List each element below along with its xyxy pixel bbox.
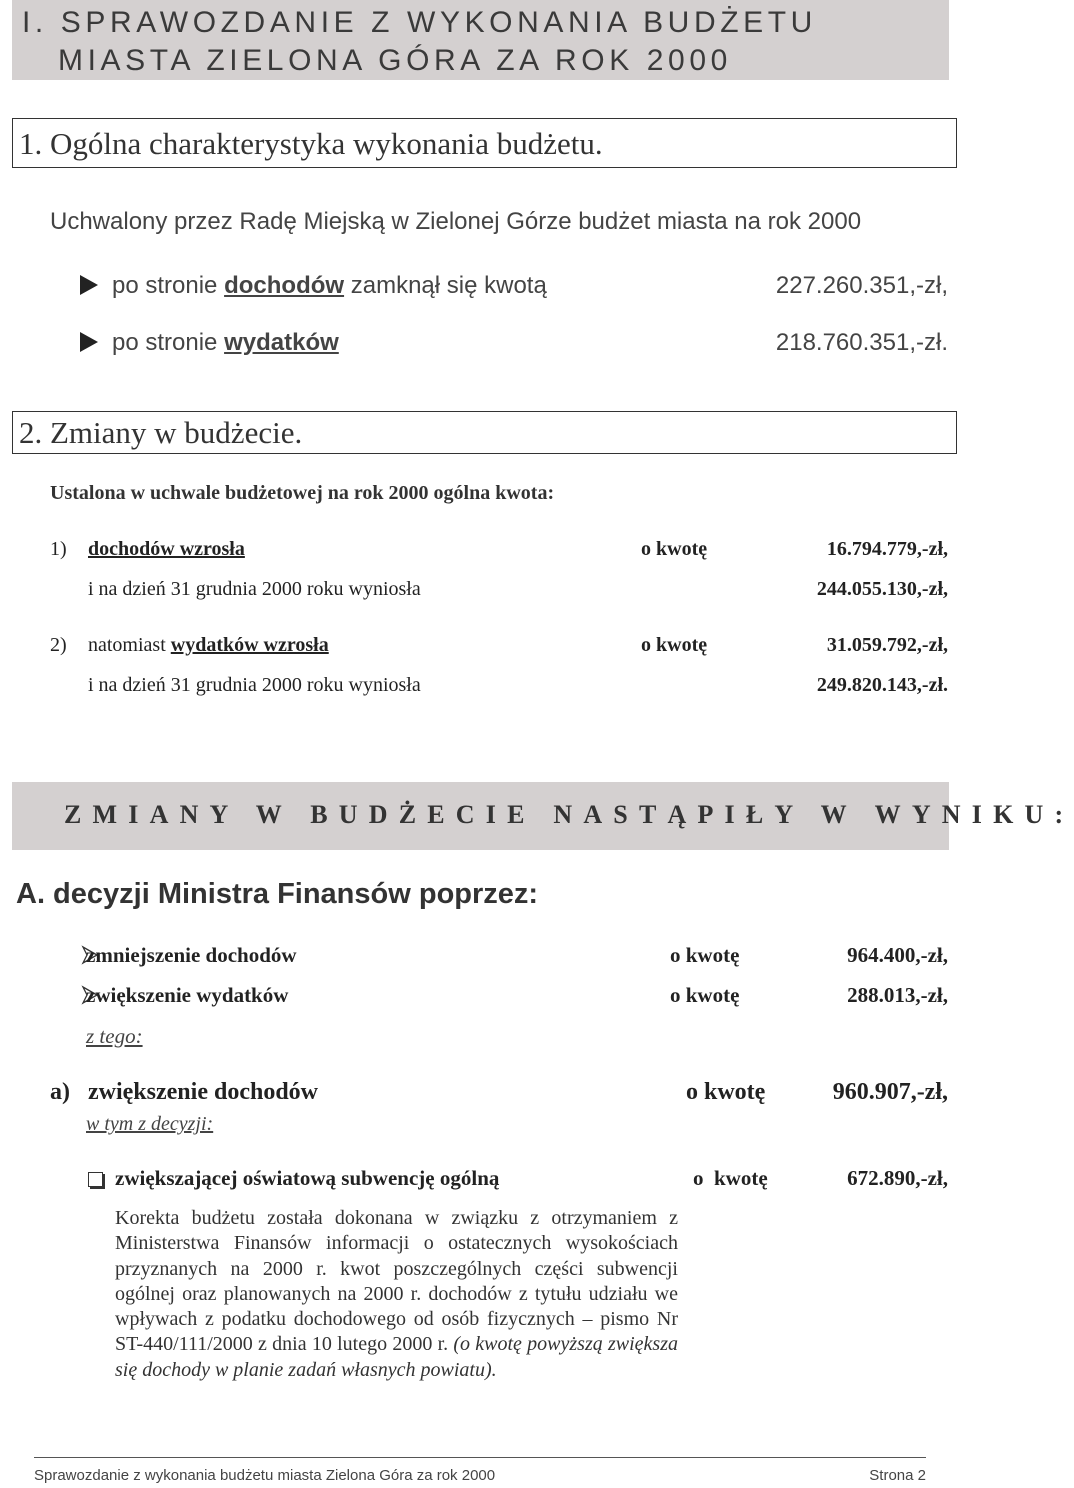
section-2-intro: Ustalona w uchwale budżetowej na rok 2000 ogólna kwota: (50, 482, 555, 504)
item-1-sub-label: i na dzień 31 grudnia 2000 roku wyniosła (88, 578, 421, 600)
footer-title: Sprawozdanie z wykonania budżetu miasta Zielona Góra za rok 2000 (34, 1467, 496, 1484)
check-item-amount: 672.890,-zł, (847, 1166, 948, 1190)
item-2-sub-amount: 249.820.143,-zł. (816, 674, 948, 696)
item-1-num: 1) (50, 538, 67, 560)
item-2-label: wydatków wzrosła (170, 634, 329, 656)
check-item-label: zwiększającej oświatową subwencję ogólną (115, 1166, 500, 1190)
correction-paragraph-main: Korekta budżetu została dokonana w związku z otrzymaniem z Ministerstwa Finansów informacji o ostatecznych wysokościach przyznanych na 2000 r. kwot poszczególnych części subwencji ogólnej oraz planowanych na 2000 r. dochodów z tytułu udziału we wpływach z podatku dochodowego od osób fizycznych – pismo Nr ST-440/111/2000 z dnia 10 lutego 2000 r. (115, 1207, 678, 1356)
footer-divider (34, 1457, 926, 1458)
changes-banner (12, 782, 1074, 850)
bullet-2-okwote: o kwotę (670, 983, 740, 1007)
item-2-line (88, 634, 329, 657)
title-line-1: I. SPRAWOZDANIE Z WYKONANIA BUDŻETU (22, 6, 817, 39)
section-1-heading: 1. Ogólna charakterystyka wykonania budżetu. (19, 126, 603, 161)
bullet-2-label: zwiększenie wydatków (86, 983, 289, 1007)
checkbox-item (88, 1172, 103, 1192)
checkbox-icon (88, 1172, 103, 1187)
arrow-right-icon (80, 332, 98, 352)
item-2-pre: natomiast (88, 634, 171, 656)
section-a-heading: A. decyzji Ministra Finansów poprzez: (16, 878, 539, 910)
revenue-prefix: po stronie (112, 272, 225, 299)
item-2-sub-label: i na dzień 31 grudnia 2000 roku wyniosła (88, 674, 421, 696)
correction-paragraph (115, 1206, 678, 1383)
expense-line (80, 329, 339, 357)
a-item-amount: 960.907,-zł, (832, 1079, 948, 1105)
bullet-2-amount: 288.013,-zł, (847, 983, 948, 1007)
title-banner (12, 0, 949, 80)
revenue-amount: 227.260.351,-zł, (775, 272, 948, 299)
item-2-num: 2) (50, 634, 67, 656)
item-1-label: dochodów wzrosła (88, 538, 245, 560)
expense-keyword: wydatków (224, 329, 339, 356)
item-1-amount: 16.794.779,-zł, (826, 538, 948, 560)
expense-amount: 218.760.351,-zł. (775, 329, 948, 356)
title-line-2: MIASTA ZIELONA GÓRA ZA ROK 2000 (58, 44, 732, 77)
section-1-intro: Uchwalony przez Radę Miejską w Zielonej Górze budżet miasta na rok 2000 (50, 208, 862, 235)
bullet-1-amount: 964.400,-zł, (847, 943, 948, 967)
revenue-keyword: dochodów (224, 272, 345, 299)
a-item-letter: a) (50, 1079, 70, 1105)
item-2-okwote: o kwotę (641, 634, 708, 656)
item-1-okwote: o kwotę (641, 538, 708, 560)
z-tego-label: z tego: (86, 1024, 143, 1048)
revenue-line (80, 272, 547, 300)
section-2-heading-box (12, 411, 957, 454)
page-number: Strona 2 (869, 1467, 926, 1484)
bullet-1-okwote: o kwotę (670, 943, 740, 967)
revenue-suffix: zamknął się kwotą (344, 272, 547, 299)
changes-banner-text: ZMIANY W BUDŻECIE NASTĄPIŁY W WYNIKU: (64, 800, 1074, 829)
bullet-1-label: zmniejszenie dochodów (86, 943, 297, 967)
a-item-label: zwiększenie dochodów (88, 1079, 318, 1105)
w-tym-label: w tym z decyzji: (86, 1113, 214, 1135)
expense-prefix: po stronie (112, 329, 225, 356)
section-2-heading: 2. Zmiany w budżecie. (19, 415, 303, 450)
section-1-heading-box (12, 118, 957, 168)
item-1-sub-amount: 244.055.130,-zł, (816, 578, 948, 600)
a-item-okwote: o kwotę (686, 1079, 766, 1105)
check-item-okwote: o kwotę (693, 1166, 768, 1190)
arrow-right-icon (80, 275, 98, 295)
correction-paragraph-italic: (o kwotę powyższą zwiększa się dochody w planie zadań własnych powiatu). (115, 1333, 678, 1381)
item-2-amount: 31.059.792,-zł, (826, 634, 948, 656)
